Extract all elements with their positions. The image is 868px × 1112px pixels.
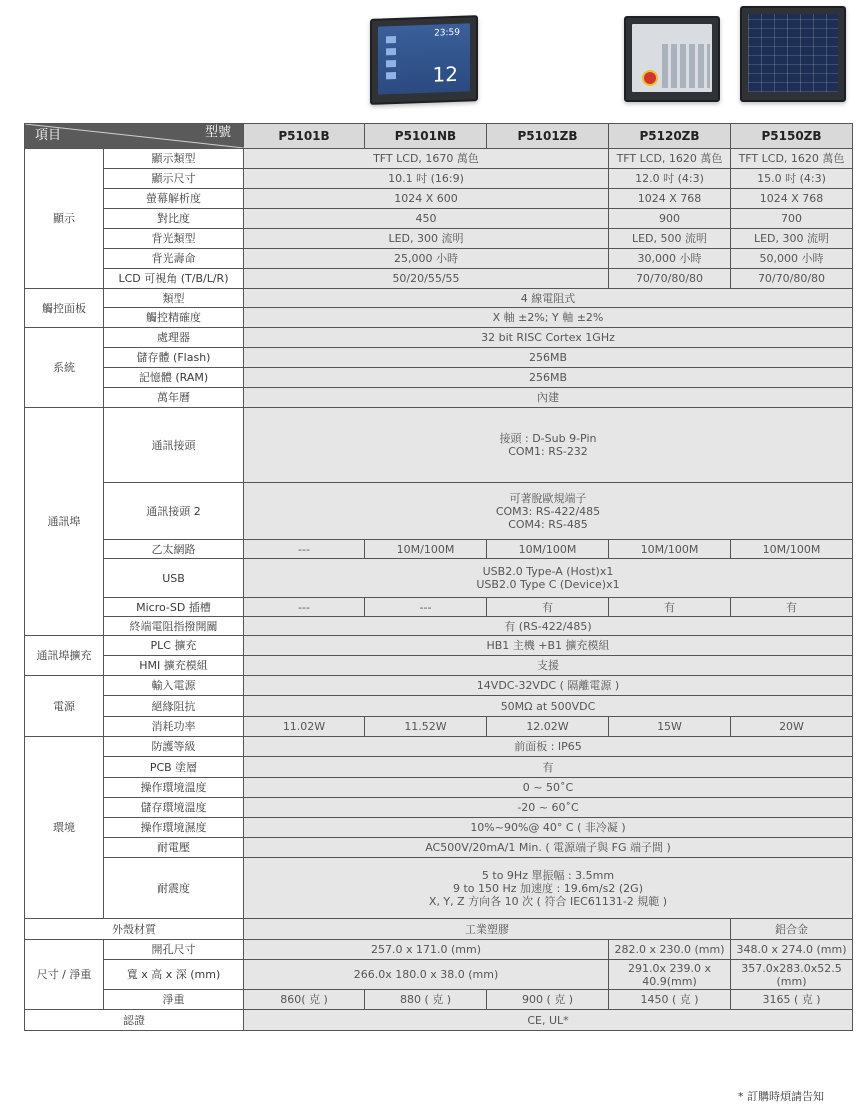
row-label: 終端電阻指撥開關 <box>104 617 244 636</box>
row-label: HMI 擴充模組 <box>104 656 244 676</box>
app-icon <box>386 48 396 55</box>
cell-value: 860( 克 ) <box>244 990 365 1010</box>
cell-value: 12.0 吋 (4:3) <box>609 169 731 189</box>
cell-line: 9 to 150 Hz 加速度 : 19.6m/s2 (2G) <box>452 881 643 895</box>
cell-value: 有 <box>244 757 853 778</box>
cell-value: 700 <box>731 209 853 229</box>
device-screen <box>632 24 712 92</box>
table-row <box>25 408 853 483</box>
cell-value: 11.02W <box>244 717 365 737</box>
cell-line: 357.0x283.0x52.5 <box>741 961 842 975</box>
row-label: 耐震度 <box>104 858 244 919</box>
cell-value <box>731 960 853 990</box>
cell-value: 900 ( 克 ) <box>487 990 609 1010</box>
cell-value: LED, 300 流明 <box>731 229 853 249</box>
cell-line: 可著脫歐規端子 <box>509 491 587 505</box>
model-header: P5120ZB <box>609 124 731 149</box>
cell-value: 11.52W <box>365 717 487 737</box>
cell-value: 266.0x 180.0 x 38.0 (mm) <box>244 960 609 990</box>
table-row <box>25 696 853 717</box>
row-label: Micro-SD 插槽 <box>104 598 244 617</box>
row-label: 寬 x 高 x 深 (mm) <box>104 960 244 990</box>
cell-line: 291.0x 239.0 x <box>628 961 711 975</box>
model-header: P5101ZB <box>487 124 609 149</box>
cell-value: 70/70/80/80 <box>609 269 731 289</box>
category-system: 系統 <box>25 328 104 408</box>
table-row <box>25 483 853 540</box>
cell-value: TFT LCD, 1620 萬色 <box>609 149 731 169</box>
cell-value: 50MΩ at 500VDC <box>244 696 853 717</box>
item-label: 項目 <box>35 128 62 143</box>
cell-value: --- <box>365 598 487 617</box>
cell-value: 鋁合金 <box>731 919 853 940</box>
cell-value: 內建 <box>244 388 853 408</box>
cell-value <box>244 483 853 540</box>
cell-value: LED, 300 流明 <box>244 229 609 249</box>
model-header: P5101NB <box>365 124 487 149</box>
cell-value: 15W <box>609 717 731 737</box>
cell-value <box>244 559 853 598</box>
cell-value: --- <box>244 540 365 559</box>
table-row <box>25 229 853 249</box>
row-label: PLC 擴充 <box>104 636 244 656</box>
table-row <box>25 368 853 388</box>
table-row <box>25 149 853 169</box>
cell-value: 15.0 吋 (4:3) <box>731 169 853 189</box>
cell-value <box>609 960 731 990</box>
cell-value: 10M/100M <box>609 540 731 559</box>
category-expansion: 通訊埠擴充 <box>25 636 104 676</box>
table-row <box>25 269 853 289</box>
app-icon <box>386 60 396 67</box>
cell-value: 1024 X 768 <box>609 189 731 209</box>
cell-value: -20 ~ 60˚C <box>244 798 853 818</box>
cell-line: USB2.0 Type-A (Host)x1 <box>482 565 614 578</box>
table-row <box>25 940 853 960</box>
row-label: PCB 塗層 <box>104 757 244 778</box>
cell-value: 25,000 小時 <box>244 249 609 269</box>
category-comm: 通訊埠 <box>25 408 104 636</box>
cell-value: 有 <box>609 598 731 617</box>
panel-grid <box>662 44 710 88</box>
table-row <box>25 818 853 838</box>
cell-value: 有 <box>487 598 609 617</box>
cell-value: 450 <box>244 209 609 229</box>
model-label: 型號 <box>204 125 231 140</box>
row-label: 儲存環境溫度 <box>104 798 244 818</box>
table-row <box>25 757 853 778</box>
table-row <box>25 656 853 676</box>
table-row <box>25 289 853 308</box>
row-label: 輸入電源 <box>104 676 244 696</box>
cell-value: 282.0 x 230.0 (mm) <box>609 940 731 960</box>
table-row <box>25 676 853 696</box>
table-row <box>25 348 853 368</box>
cell-value: 工業塑膠 <box>244 919 731 940</box>
cell-value: 50/20/55/55 <box>244 269 609 289</box>
row-label: 螢幕解析度 <box>104 189 244 209</box>
device-big-number: 12 <box>432 61 458 87</box>
model-header: P5150ZB <box>731 124 853 149</box>
cell-value: 10.1 吋 (16:9) <box>244 169 609 189</box>
cell-value: 10M/100M <box>365 540 487 559</box>
cell-value <box>244 408 853 483</box>
table-row <box>25 990 853 1010</box>
row-label: 通訊接頭 2 <box>104 483 244 540</box>
cell-line: COM3: RS-422/485 <box>495 504 601 518</box>
cell-value: 14VDC-32VDC ( 隔離電源 ) <box>244 676 853 696</box>
table-row <box>25 778 853 798</box>
product-images <box>0 0 868 120</box>
header-corner <box>25 124 244 149</box>
table-row <box>25 737 853 757</box>
row-label: LCD 可視角 (T/B/L/R) <box>104 269 244 289</box>
cell-line: X, Y, Z 方向各 10 次 ( 符合 IEC61131-2 規範 ) <box>428 894 668 908</box>
table-row <box>25 960 853 990</box>
cell-value: AC500V/20mA/1 Min. ( 電源端子與 FG 端子間 ) <box>244 838 853 858</box>
order-footnote: * 訂購時煩請告知 <box>738 1090 824 1103</box>
row-label: 萬年曆 <box>104 388 244 408</box>
spec-table <box>24 123 853 1031</box>
table-row <box>25 540 853 559</box>
table-row <box>25 617 853 636</box>
table-row <box>25 838 853 858</box>
row-label: 背光類型 <box>104 229 244 249</box>
table-row <box>25 189 853 209</box>
cell-line: 5 to 9Hz 單振幅 : 3.5mm <box>481 868 615 882</box>
row-label: 絕緣阻抗 <box>104 696 244 717</box>
cell-value: 3165 ( 克 ) <box>731 990 853 1010</box>
category-power: 電源 <box>25 676 104 737</box>
device-screen <box>378 23 470 94</box>
row-label: 開孔尺寸 <box>104 940 244 960</box>
cell-value: 前面板 : IP65 <box>244 737 853 757</box>
cell-value: 20W <box>731 717 853 737</box>
table-row <box>25 858 853 919</box>
cell-value: 支援 <box>244 656 853 676</box>
row-label: 消耗功率 <box>104 717 244 737</box>
row-label: 儲存體 (Flash) <box>104 348 244 368</box>
cell-line: COM1: RS-232 <box>508 445 588 458</box>
cell-value: 10M/100M <box>731 540 853 559</box>
row-label: 記憶體 (RAM) <box>104 368 244 388</box>
row-label: 乙太網路 <box>104 540 244 559</box>
model-header: P5101B <box>244 124 365 149</box>
row-label: 顯示類型 <box>104 149 244 169</box>
cell-value: 有 (RS-422/485) <box>244 617 853 636</box>
table-row <box>25 717 853 737</box>
table-row <box>25 636 853 656</box>
cell-value: --- <box>244 598 365 617</box>
row-label: 操作環境濕度 <box>104 818 244 838</box>
row-label: 淨重 <box>104 990 244 1010</box>
cell-value: 1450 ( 克 ) <box>609 990 731 1010</box>
hmi-device-image-p5150 <box>740 6 846 102</box>
app-icon <box>386 36 396 43</box>
row-label: 認證 <box>25 1010 244 1031</box>
app-icon <box>386 72 396 79</box>
category-environment: 環境 <box>25 737 104 919</box>
row-label: 操作環境溫度 <box>104 778 244 798</box>
row-label: 類型 <box>104 289 244 308</box>
cell-value: 10%~90%@ 40° C ( 非冷凝 ) <box>244 818 853 838</box>
row-label: 通訊接頭 <box>104 408 244 483</box>
cell-value: CE, UL* <box>244 1010 853 1031</box>
cell-value: 50,000 小時 <box>731 249 853 269</box>
cell-value: 30,000 小時 <box>609 249 731 269</box>
row-label: USB <box>104 559 244 598</box>
table-row <box>25 308 853 328</box>
cell-value: 4 線電阻式 <box>244 289 853 308</box>
table-row <box>25 249 853 269</box>
cell-value: LED, 500 流明 <box>609 229 731 249</box>
cell-value: 1024 X 600 <box>244 189 609 209</box>
cell-value: 256MB <box>244 368 853 388</box>
table-row <box>25 169 853 189</box>
cell-line: USB2.0 Type C (Device)x1 <box>476 578 620 591</box>
hmi-device-image-p5120 <box>624 16 720 102</box>
cell-value: TFT LCD, 1670 萬色 <box>244 149 609 169</box>
row-label: 背光壽命 <box>104 249 244 269</box>
row-label: 顯示尺寸 <box>104 169 244 189</box>
table-row <box>25 559 853 598</box>
cell-value <box>244 858 853 919</box>
cell-value: X 軸 ±2%; Y 軸 ±2% <box>244 308 853 328</box>
cell-value: 有 <box>731 598 853 617</box>
cell-line: (mm) <box>776 974 807 988</box>
row-label: 觸控精確度 <box>104 308 244 328</box>
cell-line: 接頭 : D-Sub 9-Pin <box>499 432 597 445</box>
cell-value: 12.02W <box>487 717 609 737</box>
category-touch: 觸控面板 <box>25 289 104 328</box>
cell-value: 256MB <box>244 348 853 368</box>
category-dimension: 尺寸 / 淨重 <box>25 940 104 1010</box>
cell-value: 1024 X 768 <box>731 189 853 209</box>
cell-value: 0 ~ 50˚C <box>244 778 853 798</box>
cell-value: TFT LCD, 1620 萬色 <box>731 149 853 169</box>
row-label: 處理器 <box>104 328 244 348</box>
category-display: 顯示 <box>25 149 104 289</box>
device-screen <box>748 14 838 92</box>
table-row <box>25 598 853 617</box>
table-row <box>25 1010 853 1031</box>
cell-line: 40.9(mm) <box>642 974 697 988</box>
cell-value: 348.0 x 274.0 (mm) <box>731 940 853 960</box>
table-row <box>25 919 853 940</box>
row-label: 防護等級 <box>104 737 244 757</box>
cell-value: 32 bit RISC Cortex 1GHz <box>244 328 853 348</box>
table-row <box>25 328 853 348</box>
cell-value: 10M/100M <box>487 540 609 559</box>
row-label: 耐電壓 <box>104 838 244 858</box>
table-row <box>25 388 853 408</box>
cell-value: 70/70/80/80 <box>731 269 853 289</box>
cell-value: HB1 主機 +B1 擴充模組 <box>244 636 853 656</box>
row-label: 外殼材質 <box>25 919 244 940</box>
emergency-stop-icon <box>642 70 658 86</box>
table-row <box>25 798 853 818</box>
cell-value: 257.0 x 171.0 (mm) <box>244 940 609 960</box>
cell-line: COM4: RS-485 <box>508 517 588 531</box>
table-row <box>25 209 853 229</box>
cell-value: 880 ( 克 ) <box>365 990 487 1010</box>
hmi-device-image-p5101 <box>370 15 478 105</box>
table-header-row <box>25 124 853 149</box>
row-label: 對比度 <box>104 209 244 229</box>
cell-value: 900 <box>609 209 731 229</box>
device-clock: 23:59 <box>434 27 460 39</box>
